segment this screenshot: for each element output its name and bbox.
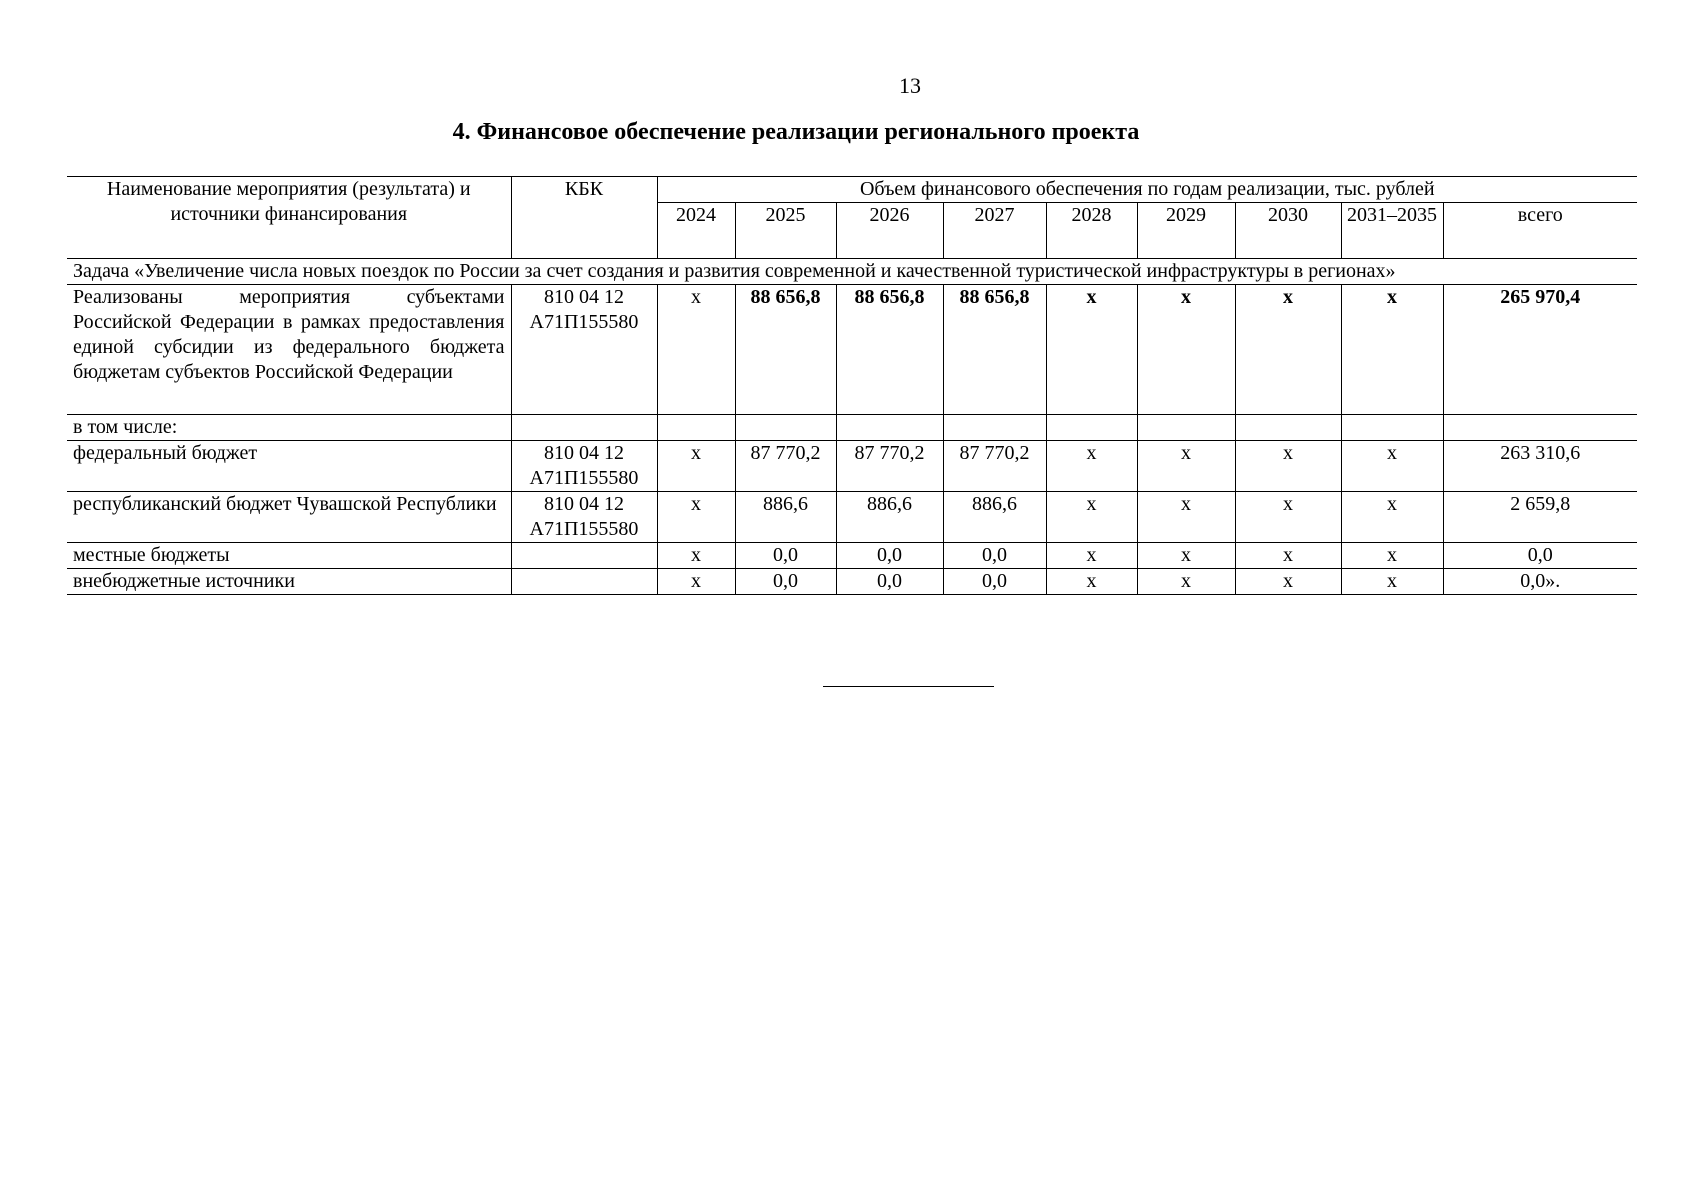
value-cell: 88 656,8 — [943, 285, 1046, 415]
footer-rule — [823, 686, 994, 687]
financing-table — [67, 176, 1637, 595]
value-cell: х — [1046, 285, 1137, 415]
table-row — [67, 441, 1637, 492]
value-cell: х — [1235, 543, 1341, 569]
value-cell: х — [1341, 285, 1443, 415]
value-cell: х — [1137, 492, 1235, 543]
value-cell: х — [657, 492, 735, 543]
row-kbk — [511, 569, 657, 595]
total-cell: 263 310,6 — [1443, 441, 1637, 492]
row-kbk: 810 04 12 А71П155580 — [511, 285, 657, 415]
row-name: местные бюджеты — [67, 543, 511, 569]
header-year: 2030 — [1235, 203, 1341, 259]
header-year: 2028 — [1046, 203, 1137, 259]
row-kbk: 810 04 12 А71П155580 — [511, 441, 657, 492]
total-cell: 0,0 — [1443, 543, 1637, 569]
section-title: 4. Финансовое обеспечение реализации регионального проекта — [452, 119, 1140, 145]
value-cell: 87 770,2 — [836, 441, 943, 492]
value-cell: х — [1046, 492, 1137, 543]
value-cell: 88 656,8 — [735, 285, 836, 415]
row-name: федеральный бюджет — [67, 441, 511, 492]
value-cell: х — [1046, 569, 1137, 595]
value-cell: 0,0 — [836, 569, 943, 595]
page-number: 13 — [899, 73, 921, 98]
task-row — [67, 259, 1637, 285]
value-cell: х — [657, 543, 735, 569]
row-name: внебюджетные источники — [67, 569, 511, 595]
value-cell: 0,0 — [735, 569, 836, 595]
value-cell: 886,6 — [836, 492, 943, 543]
header-kbk: КБК — [511, 177, 657, 259]
header-total: всего — [1443, 203, 1637, 259]
value-cell: х — [1137, 543, 1235, 569]
table-row-main — [67, 285, 1637, 415]
total-cell: 0,0». — [1443, 569, 1637, 595]
row-kbk — [511, 543, 657, 569]
header-year: 2031–2035 — [1341, 203, 1443, 259]
value-cell: 886,6 — [943, 492, 1046, 543]
including-row — [67, 415, 1637, 441]
value-cell: х — [1235, 569, 1341, 595]
value-cell: х — [1046, 441, 1137, 492]
header-row-1 — [67, 177, 1637, 203]
header-year: 2026 — [836, 203, 943, 259]
total-cell: 2 659,8 — [1443, 492, 1637, 543]
value-cell: 87 770,2 — [943, 441, 1046, 492]
table-row — [67, 569, 1637, 595]
value-cell: 0,0 — [836, 543, 943, 569]
header-year: 2024 — [657, 203, 735, 259]
table-row — [67, 543, 1637, 569]
value-cell: 87 770,2 — [735, 441, 836, 492]
header-year: 2029 — [1137, 203, 1235, 259]
header-volume: Объем финансового обеспечения по годам реализации, тыс. рублей — [657, 177, 1637, 203]
value-cell: х — [1235, 285, 1341, 415]
value-cell: х — [1341, 543, 1443, 569]
task-text: Задача «Увеличение числа новых поездок по России за счет создания и развития современной и качественной туристической инфраструктуры в регионах» — [67, 259, 1637, 285]
value-cell: 886,6 — [735, 492, 836, 543]
header-year: 2025 — [735, 203, 836, 259]
row-name: республиканский бюджет Чувашской Республики — [67, 492, 511, 543]
value-cell: 0,0 — [943, 569, 1046, 595]
value-cell: х — [657, 569, 735, 595]
value-cell: х — [1341, 569, 1443, 595]
value-cell: х — [1235, 492, 1341, 543]
value-cell: х — [1137, 441, 1235, 492]
total-cell: 265 970,4 — [1443, 285, 1637, 415]
row-kbk: 810 04 12 А71П155580 — [511, 492, 657, 543]
value-cell: х — [1341, 441, 1443, 492]
value-cell: х — [1137, 285, 1235, 415]
value-cell: х — [1341, 492, 1443, 543]
value-cell: 0,0 — [943, 543, 1046, 569]
value-cell: 88 656,8 — [836, 285, 943, 415]
value-cell: х — [1046, 543, 1137, 569]
header-year: 2027 — [943, 203, 1046, 259]
value-cell: х — [657, 285, 735, 415]
value-cell: х — [1235, 441, 1341, 492]
value-cell: 0,0 — [735, 543, 836, 569]
value-cell: х — [657, 441, 735, 492]
including-label: в том числе: — [67, 415, 511, 441]
value-cell: х — [1137, 569, 1235, 595]
table-row — [67, 492, 1637, 543]
header-name: Наименование мероприятия (результата) и источники финансирования — [67, 177, 511, 259]
row-name: Реализованы мероприятия субъектами Российской Федерации в рамках предоставления единой субсидии из федерального бюджета бюджетам субъектов Российской Федерации — [67, 285, 511, 415]
